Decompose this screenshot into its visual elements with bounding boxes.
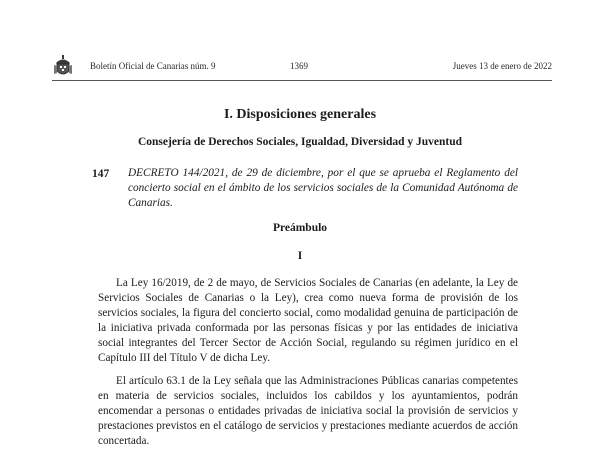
publication-name: Boletín Oficial de Canarias núm. 9 (90, 61, 216, 71)
page-number: 1369 (290, 61, 308, 71)
paragraph-2: El artículo 63.1 de la Ley señala que las Administraciones Públicas canarias competentes en materia de servicios sociales, incluidos los cabildos y los ayuntamientos, podrán encomendar a personas o entidades privadas de iniciativa social la provisión de servicios y prestaciones previstos en el catálogo de servicios y prestaciones mediante acuerdos de acción concertada. (98, 375, 518, 447)
section-number: I (297, 250, 303, 262)
ministry-heading: Consejería de Derechos Sociales, Igualdad, Diversidad y Juventud (137, 136, 463, 148)
page-header (52, 54, 552, 78)
section-title: I. Disposiciones generales (223, 107, 377, 122)
header-divider (52, 80, 552, 81)
paragraph-1: La Ley 16/2019, de 2 de mayo, de Servicios Sociales de Canarias (en adelante, la Ley de Servicios Sociales de Canarias o la Ley), crea como nueva forma de provisión de los servicios sociales, la figura del concierto social, como modalidad genuina de participación de la iniciativa privada conformada por las personas físicas y por las entidades de iniciativa social integrantes del Tercer Sector de Acción Social, regulando su régimen jurídico en el Capítulo III del Título V de dicha Ley. (98, 277, 518, 364)
publication-date: Jueves 13 de enero de 2022 (452, 61, 552, 71)
coat-of-arms-icon (52, 54, 74, 78)
decree-number: 147 (92, 168, 110, 180)
preamble-heading: Preámbulo (272, 222, 328, 234)
decree-title: DECRETO 144/2021, de 29 de diciembre, por el que se aprueba el Reglamento del concierto social en el ámbito de los servicios sociales de la Comunidad Autónoma de Canarias. (128, 167, 518, 209)
